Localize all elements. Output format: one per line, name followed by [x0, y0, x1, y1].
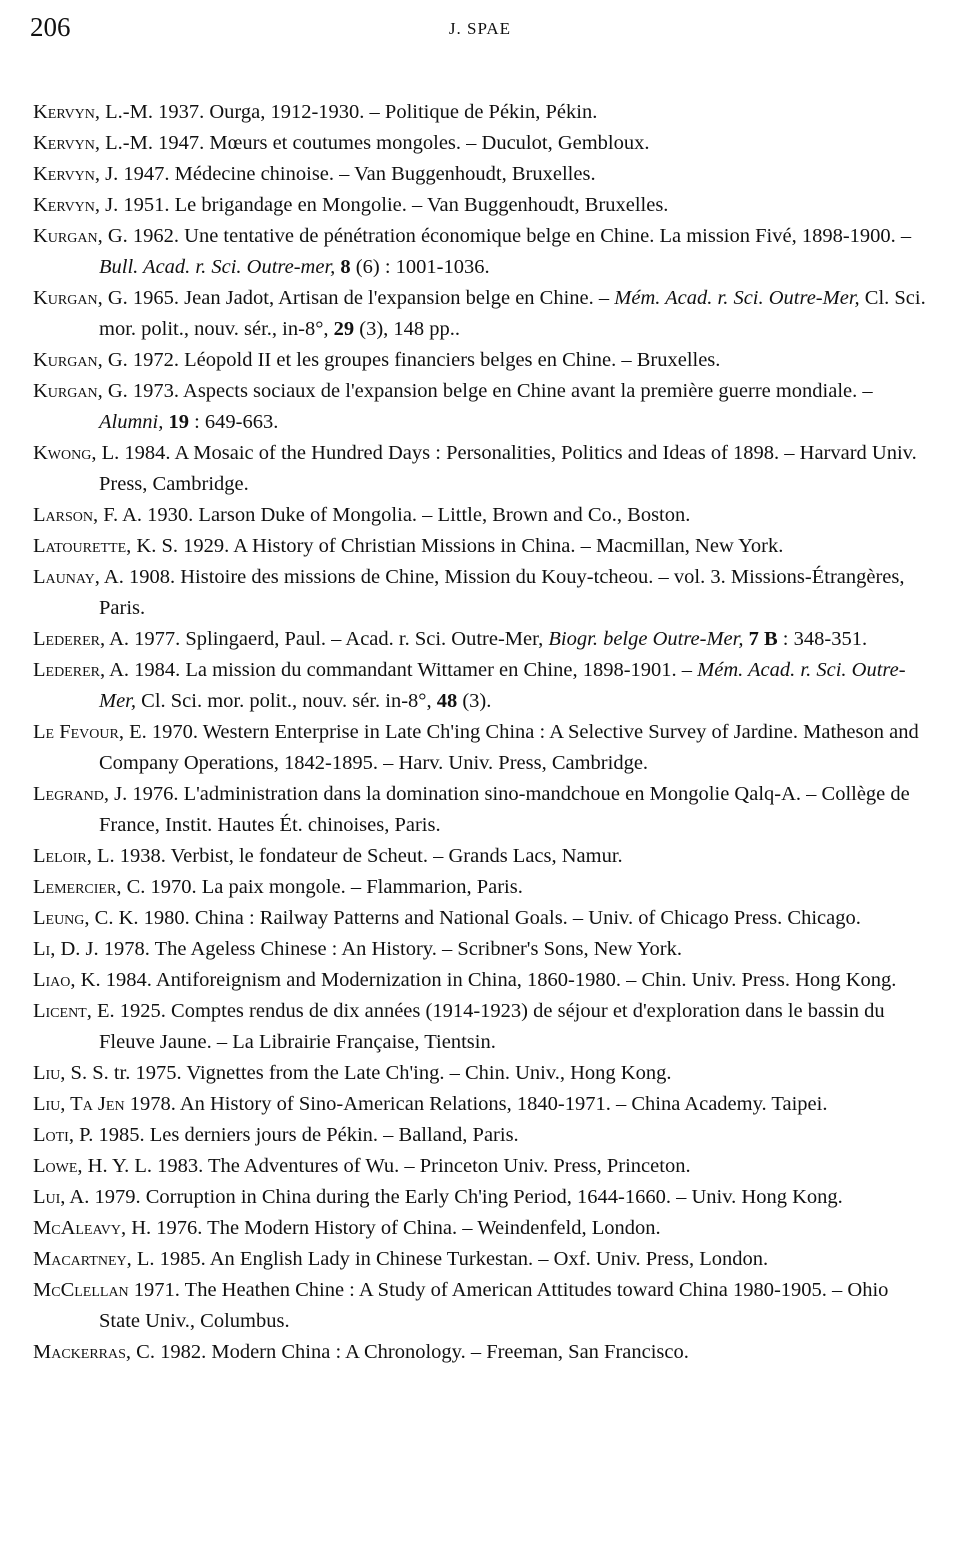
entry-author: Kurgan — [33, 225, 98, 247]
entry-text: , J. 1976. L'administration dans la domination sino-mandchoue en Mongolie Qalq-A. – Collège de France, Instit. Hautes Ét. chinoises, Paris. — [99, 783, 910, 836]
entry-text: , C. K. 1980. China : Railway Patterns and National Goals. – Univ. of Chicago Press. Chicago. — [84, 907, 861, 929]
entry-author: Lederer — [33, 659, 100, 681]
bibliography-entry — [33, 1244, 926, 1275]
bibliography-entry — [33, 221, 926, 283]
running-head: J. SPAE — [448, 19, 512, 38]
entry-author: Lowe — [33, 1155, 78, 1177]
entry-author: Lederer — [33, 628, 100, 650]
entry-text: , L.-M. 1947. Mœurs et coutumes mongoles. – Duculot, Gembloux. — [94, 132, 650, 154]
entry-text: , A. 1984. La mission du commandant Wittamer en Chine, 1898-1901. – — [99, 659, 698, 681]
entry-text: , L.-M. 1937. Ourga, 1912-1930. – Politique de Pékin, Pékin. — [94, 101, 598, 123]
bibliography-entry — [33, 1058, 926, 1089]
entry-author: Le Fevour — [33, 721, 119, 743]
bibliography-entry — [33, 1182, 926, 1213]
bibliography-entry — [33, 1151, 926, 1182]
entry-text: , D. J. 1978. The Ageless Chinese : An History. – Scribner's Sons, New York. — [50, 938, 682, 960]
entry-text: Cl. Sci. mor. polit., nouv. sér., in-8°, — [99, 287, 926, 340]
bibliography-list — [33, 97, 926, 1368]
entry-author: Kurgan — [33, 349, 98, 371]
entry-journal: Bull. Acad. r. Sci. Outre-mer, — [99, 256, 336, 278]
entry-author: Kurgan — [33, 380, 98, 402]
entry-author: McClellan — [33, 1279, 129, 1301]
bibliography-entry — [33, 717, 926, 779]
bibliography-entry — [33, 1120, 926, 1151]
entry-text: , G. 1962. Une tentative de pénétration économique belge en Chine. La mission Fivé, 1898-1900. – — [97, 225, 912, 247]
entry-text: , C. 1970. La paix mongole. – Flammarion, Paris. — [116, 876, 523, 898]
entry-author: Leloir — [33, 845, 87, 867]
entry-text: , L. 1938. Verbist, le fondateur de Scheut. – Grands Lacs, Namur. — [86, 845, 623, 867]
bibliography-entry — [33, 903, 926, 934]
bibliography-entry — [33, 841, 926, 872]
entry-author: Launay — [33, 566, 95, 588]
entry-text: , A. 1979. Corruption in China during the Early Ch'ing Period, 1644-1660. – Univ. Hong Kong. — [60, 1186, 843, 1208]
entry-text: , E. 1970. Western Enterprise in Late Ch'ing China : A Selective Survey of Jardine. Matheson and Company Operations, 1842-1895. – Harv. Univ. Press, Cambridge. — [99, 721, 919, 774]
entry-volume: 29 — [333, 318, 355, 340]
entry-author: Li — [33, 938, 51, 960]
entry-author: Kervyn — [33, 163, 95, 185]
entry-author: Liu — [33, 1062, 61, 1084]
entry-text: , F. A. 1930. Larson Duke of Mongolia. – Little, Brown and Co., Boston. — [92, 504, 691, 526]
bibliography-entry — [33, 996, 926, 1058]
entry-author: Kwong — [33, 442, 92, 464]
entry-author: Liu, Ta Jen — [33, 1093, 125, 1115]
bibliography-entry — [33, 345, 926, 376]
entry-author: Lui — [33, 1186, 61, 1208]
entry-text: , P. 1985. Les derniers jours de Pékin. – Balland, Paris. — [68, 1124, 519, 1146]
entry-journal: Biogr. belge Outre-Mer, — [548, 628, 744, 650]
entry-text: 1978. An History of Sino-American Relations, 1840-1971. – China Academy. Taipei. — [124, 1093, 828, 1115]
entry-author: Lemercier — [33, 876, 117, 898]
entry-text: , A. 1977. Splingaerd, Paul. – Acad. r. Sci. Outre-Mer, — [99, 628, 549, 650]
entry-text: (6) : 1001-1036. — [350, 256, 490, 278]
entry-text: , A. 1908. Histoire des missions de Chine, Mission du Kouy-tcheou. – vol. 3. Missions-Étrangères, Paris. — [94, 566, 905, 619]
entry-text: , G. 1973. Aspects sociaux de l'expansion belge en Chine avant la première guerre mondiale. – — [97, 380, 873, 402]
entry-volume: 48 — [436, 690, 458, 712]
bibliography-entry — [33, 376, 926, 438]
entry-author: Loti — [33, 1124, 69, 1146]
bibliography-entry — [33, 965, 926, 996]
bibliography-entry — [33, 1213, 926, 1244]
entry-author: Licent — [33, 1000, 87, 1022]
entry-text: (3), 148 pp.. — [354, 318, 461, 340]
entry-text: , J. 1947. Médecine chinoise. – Van Buggenhoudt, Bruxelles. — [94, 163, 596, 185]
entry-text: 1971. The Heathen Chine : A Study of American Attitudes toward China 1980-1905. – Ohio State Univ., Columbus. — [99, 1279, 889, 1332]
entry-author: Kervyn — [33, 132, 95, 154]
entry-text: : 348-351. — [777, 628, 868, 650]
entry-journal: Mém. Acad. r. Sci. Outre-Mer, — [99, 659, 906, 712]
entry-author: Larson — [33, 504, 93, 526]
entry-author: Kervyn — [33, 194, 95, 216]
bibliography-entry — [33, 562, 926, 624]
entry-author: Latourette — [33, 535, 127, 557]
bibliography-entry — [33, 1337, 926, 1368]
entry-text: , K. S. 1929. A History of Christian Missions in China. – Macmillan, New York. — [126, 535, 784, 557]
entry-author: Macartney — [33, 1248, 127, 1270]
entry-text: , G. 1972. Léopold II et les groupes financiers belges en Chine. – Bruxelles. — [97, 349, 721, 371]
bibliography-entry — [33, 779, 926, 841]
entry-volume: 19 — [168, 411, 189, 433]
bibliography-entry — [33, 624, 926, 655]
entry-author: Kurgan — [33, 287, 98, 309]
entry-volume: 7 B — [748, 628, 778, 650]
bibliography-entry — [33, 655, 926, 717]
entry-volume: 8 — [340, 256, 351, 278]
bibliography-entry — [33, 128, 926, 159]
entry-text: , H. Y. L. 1983. The Adventures of Wu. – Princeton Univ. Press, Princeton. — [77, 1155, 691, 1177]
entry-text: , C. 1982. Modern China : A Chronology. – Freeman, San Francisco. — [125, 1341, 689, 1363]
entry-text: , L. 1985. An English Lady in Chinese Turkestan. – Oxf. Univ. Press, London. — [126, 1248, 769, 1270]
bibliography-entry — [33, 159, 926, 190]
bibliography-entry — [33, 1089, 926, 1120]
entry-text: , L. 1984. A Mosaic of the Hundred Days : Personalities, Politics and Ideas of 1898. – Harvard Univ. Press, Cambridge. — [91, 442, 917, 495]
bibliography-entry — [33, 500, 926, 531]
bibliography-entry — [33, 190, 926, 221]
entry-author: Leung — [33, 907, 85, 929]
entry-text: : 649-663. — [188, 411, 279, 433]
entry-journal: Mém. Acad. r. Sci. Outre-Mer, — [614, 287, 860, 309]
entry-author: Legrand — [33, 783, 104, 805]
entry-author: Mackerras — [33, 1341, 126, 1363]
entry-text: , E. 1925. Comptes rendus de dix années (1914-1923) de séjour et d'exploration dans le bassin du Fleuve Jaune. – La Librairie Française, Tientsin. — [86, 1000, 885, 1053]
entry-text: , S. S. tr. 1975. Vignettes from the Late Ch'ing. – Chin. Univ., Hong Kong. — [60, 1062, 672, 1084]
entry-author: Kervyn — [33, 101, 95, 123]
bibliography-entry — [33, 531, 926, 562]
bibliography-entry — [33, 1275, 926, 1337]
entry-text: , H. 1976. The Modern History of China. – Weindenfeld, London. — [121, 1217, 661, 1239]
entry-author: Liao — [33, 969, 71, 991]
entry-text: , G. 1965. Jean Jadot, Artisan de l'expansion belge en Chine. – — [97, 287, 615, 309]
entry-text: Cl. Sci. mor. polit., nouv. sér. in-8°, — [136, 690, 437, 712]
entry-text: , J. 1951. Le brigandage en Mongolie. – Van Buggenhoudt, Bruxelles. — [94, 194, 669, 216]
bibliography-entry — [33, 934, 926, 965]
entry-text: (3). — [457, 690, 492, 712]
bibliography-entry — [33, 872, 926, 903]
entry-journal: Alumni, — [99, 411, 164, 433]
entry-author: McAleavy — [33, 1217, 121, 1239]
entry-text: , K. 1984. Antiforeignism and Modernization in China, 1860-1980. – Chin. Univ. Press. Hong Kong. — [70, 969, 897, 991]
bibliography-entry — [33, 97, 926, 128]
page-number: 206 — [30, 12, 71, 42]
bibliography-entry — [33, 438, 926, 500]
bibliography-entry — [33, 283, 926, 345]
